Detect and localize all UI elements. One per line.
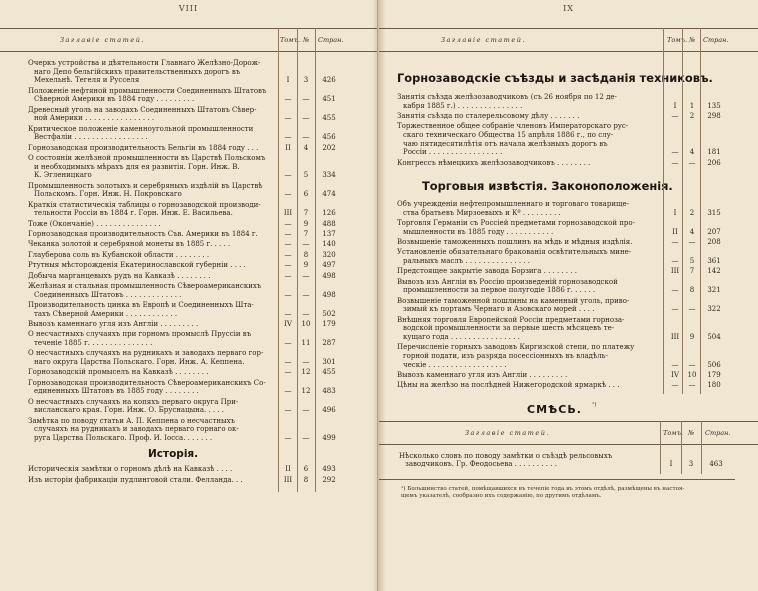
entry-line: ральныхъ маслъ . . . . . . . . . . . . . . . — [403, 257, 530, 265]
entry-line: случаяхъ на рудникахъ и заводахъ перваго горнаго ок- — [34, 425, 239, 434]
entry-number: 12 — [301, 387, 311, 396]
entry-line: Торжественное общее собраніе членовъ Императорскаго рус- — [397, 122, 629, 131]
entry-number: 4 — [689, 227, 695, 236]
entry-number: 3 — [303, 76, 309, 85]
entry-page: 301 — [322, 358, 336, 366]
entry-number: — — [302, 290, 310, 299]
entry-volume: I — [673, 101, 677, 110]
section-title-congresses: Горнозаводскіе съѣзды и засѣданія техниковъ. — [397, 71, 713, 85]
entry-line: Объ учрежденіи нефтепромышленнаго и торговаго товарище- — [397, 200, 630, 208]
entry-volume: — — [284, 261, 292, 270]
entry-line: зимый къ портамъ Чернаго и Азовскаго морей . . . . — [403, 305, 595, 314]
entry-line: Сѣверной Америки въ 1884 году . . . . . . . . . — [34, 95, 195, 104]
entry-volume: — — [671, 257, 679, 265]
entry-page: 488 — [322, 219, 336, 228]
footnote-line: ¹) Большинство статей, помѣщавшихся въ течепіе года въ этомъ отдѣлѣ, размѣщены въ настоя- — [401, 485, 685, 492]
entry-number: 11 — [301, 339, 311, 347]
entry-line: руга Царства Польскаго. Проф. И. Іосса. . . . . . . — [34, 434, 213, 442]
entry-line: Вывозъ изъ Англіи въ Россію произведеній горнозаводской — [397, 277, 618, 286]
entry-line: Цѣны на желѣзо на послѣдней Нижегородской ярмаркѣ . . . — [397, 381, 620, 390]
header-title: Заглавіе статей. — [441, 36, 526, 44]
entry-number: 3 — [688, 460, 694, 469]
entry-page: 298 — [707, 112, 721, 120]
entry-page: 497 — [322, 261, 336, 270]
entry-line: Польскомъ. Горн. Инж. Н. Покровскаго — [34, 190, 182, 199]
entry-line: единенныхъ Штатовъ въ 1885 году . . . . . . . . — [34, 387, 199, 396]
section-note-mark: ¹) — [592, 401, 597, 408]
entry-line: Глауберова соль въ Кубанской области . . . . . . . . — [28, 250, 210, 259]
entry-volume: — — [284, 434, 292, 442]
entry-page: 506 — [707, 360, 721, 369]
entry-page: 455 — [322, 114, 336, 123]
entry-number: 4 — [689, 148, 695, 157]
entry-page: 206 — [707, 158, 721, 167]
entry-line: Конгрессъ нѣмецкихъ желѣзозаводчиковъ . . . . . . . . — [397, 158, 591, 167]
entry-volume: — — [284, 95, 292, 104]
entry-line: ной Америки . . . . . . . . . . . . . . . . — [34, 114, 155, 123]
left-page — [0, 0, 378, 591]
entry-number: — — [302, 358, 310, 366]
entry-page: 315 — [707, 208, 721, 217]
entry-number: 9 — [689, 333, 695, 341]
entry-volume: III — [670, 267, 680, 276]
entry-line: Ртутныя мѣсторожденія Екатеринославской губерніи . . . . — [28, 261, 246, 270]
entry-line: кабря 1885 г.) . . . . . . . . . . . . . . . — [403, 101, 523, 110]
entry-volume: — — [671, 238, 679, 246]
entry-page: 474 — [322, 190, 336, 199]
entry-line: Перечисленіе горныхъ заводовъ Киргизской степи, по платежу — [397, 343, 635, 352]
entry-page: 361 — [707, 257, 721, 265]
column-divider — [681, 421, 682, 474]
entry-page: 179 — [322, 320, 336, 328]
footnote-line: щемъ указателѣ, сообразно ихъ содержанію, по другимъ отдѣламъ. — [401, 493, 602, 500]
entry-line: кущаго года . . . . . . . . . . . . . . . . — [403, 333, 520, 341]
entry-line: Торговля Германіи съ Россіей предметами горнозаводской про- — [397, 219, 635, 227]
column-divider — [682, 28, 683, 394]
entry-number: — — [688, 360, 696, 369]
entry-line: Горнозаводская производительность Бельгіи въ 1884 году . . . — [28, 143, 259, 152]
header-volume: Томъ. — [280, 36, 301, 44]
section-title-history: Исторія. — [148, 448, 199, 461]
entry-line: Вестфаліи . . . . . . . . . . . . . . . . . — [34, 133, 148, 142]
entry-volume: — — [284, 339, 292, 347]
entry-volume: — — [284, 230, 292, 238]
entry-volume: — — [671, 112, 679, 120]
entry-volume: — — [284, 309, 292, 318]
entry-line: наго Депо бельгійскихъ правительственныхъ дорогъ въ — [34, 67, 241, 76]
entry-page: 334 — [322, 171, 336, 180]
entry-line: О несчастныхъ случаяхъ при горномъ промыслѣ Пруссіи въ — [28, 330, 252, 339]
entry-number: 9 — [303, 219, 309, 228]
header-page: Стран. — [318, 36, 344, 44]
entry-line: Вывозъ каменнаго угля изъ Англіи . . . . . . . . . — [397, 371, 568, 379]
column-header — [0, 28, 377, 52]
entry-volume: — — [284, 368, 292, 377]
entry-line: тельности Россіи въ 1884 г. Горн. Инж. Е. Васильева. — [34, 209, 233, 218]
entry-page: 321 — [707, 286, 721, 295]
header-volume: Томъ. — [663, 428, 684, 437]
entry-page: 498 — [322, 290, 336, 299]
entry-number: 7 — [689, 267, 695, 276]
entry-line: Производительность цинка въ Европѣ и Соединенныхъ Шта- — [28, 301, 254, 309]
entry-volume: II — [285, 143, 291, 152]
entry-volume: — — [284, 114, 292, 123]
entry-number: 2 — [689, 208, 695, 217]
entry-page: 451 — [322, 95, 336, 104]
column-divider — [278, 28, 279, 492]
entry-line: наго округа Царства Польскаго. Горн. Инж. А. Кеппена. — [34, 358, 245, 366]
entry-volume: — — [671, 158, 679, 167]
entry-page: 126 — [322, 209, 336, 218]
column-divider — [663, 28, 664, 394]
entry-line: Россіи . . . . . . . . . . . . . . . . . — [403, 148, 503, 157]
column-divider — [660, 421, 661, 474]
entry-number: — — [688, 238, 696, 246]
entry-page: 292 — [322, 475, 336, 484]
entry-volume: II — [672, 227, 678, 236]
entry-volume: III — [283, 209, 293, 218]
entry-number: — — [302, 133, 310, 142]
entry-line: Горнозаводская производительность Сѣвероамериканскихъ Со- — [28, 378, 266, 387]
entry-volume: — — [284, 290, 292, 299]
entry-line: водской промышленности за первые шесть мѣсяцевъ те- — [403, 324, 615, 333]
entry-number: — — [302, 114, 310, 123]
entry-volume: — — [284, 219, 292, 228]
entry-number: — — [688, 305, 696, 314]
entry-volume: — — [671, 305, 679, 314]
column-header — [379, 28, 758, 52]
entry-page: 142 — [707, 267, 721, 276]
column-divider — [700, 28, 701, 394]
section-title-trade: Торговыя извѣстія. Законоположенія. — [422, 179, 673, 193]
entry-line: Тоже (Окончаніе) . . . . . . . . . . . . . . . — [28, 219, 161, 228]
entry-page: 496 — [322, 406, 336, 415]
entry-line: Чеканка золотой и серебряной монеты въ 1885 г. . . . . — [28, 240, 231, 249]
entry-page: 504 — [707, 333, 721, 341]
entry-number: 5 — [689, 257, 695, 265]
entry-line: Нѣсколько словъ по поводу замѣтки о съѣздѣ рельсовыхъ — [399, 451, 613, 460]
entry-volume: — — [284, 240, 292, 249]
entry-volume: — — [671, 360, 679, 369]
entry-page: 455 — [322, 368, 336, 377]
header-title: Заглавіе статей. — [60, 36, 145, 44]
entry-volume: II — [285, 465, 291, 474]
entry-number: — — [302, 309, 310, 318]
entry-number: 10 — [301, 320, 311, 328]
entry-line: Вывозъ каменнаго угля изъ Англіи . . . . . . . . . — [28, 320, 199, 328]
entry-line: О состояніи желѣзной промышленности въ Царствѣ Польскомъ — [28, 154, 266, 162]
entry-number: 12 — [301, 368, 311, 377]
header-title: Заглавіе статей. — [465, 428, 550, 437]
table-bottom-rule — [379, 479, 735, 480]
entry-number: 6 — [303, 190, 309, 199]
entry-number: 8 — [303, 475, 309, 484]
entry-number: 6 — [303, 465, 309, 474]
header-number: № — [303, 36, 310, 44]
entry-number: 10 — [687, 371, 697, 379]
entry-line: ческіе . . . . . . . . . . . . . . . . . . — [403, 360, 507, 369]
entry-number: — — [688, 381, 696, 390]
entry-line: Установленіе обязательнаго бракованія освѣтительныхъ мине- — [397, 248, 632, 257]
entry-number: — — [302, 240, 310, 249]
section-title-misc: СМѢСЬ. — [527, 402, 582, 416]
entry-line: Промышленность золотыхъ и серебряныхъ издѣлій въ Царствѣ — [28, 181, 263, 190]
entry-number: 7 — [303, 230, 309, 238]
entry-number: 2 — [689, 112, 695, 120]
entry-volume: III — [283, 475, 293, 484]
entry-page: 322 — [707, 305, 721, 314]
entry-line: Древесный уголь на заводахъ Соединенныхъ Штатовъ Сѣвер- — [28, 105, 257, 114]
entry-line: ства братьевъ Мирзоевыхъ и Кº . . . . . . . . . — [403, 208, 561, 217]
page-number: VIII — [178, 4, 199, 13]
entry-number: 9 — [303, 261, 309, 270]
entry-page: 208 — [707, 238, 721, 246]
entry-volume: I — [669, 460, 673, 469]
entry-line: Горнозаводскій промыселъ на Кавказѣ . . . . . . . . — [28, 368, 209, 377]
entry-line: О несчастныхъ случаяхъ на рудникахъ и заводахъ перваго гор- — [28, 349, 264, 358]
page-number: IX — [563, 4, 574, 13]
column-divider — [297, 28, 298, 492]
entry-line: Критическое положеніе каменноугольной промышленности — [28, 124, 254, 133]
entry-volume: — — [284, 406, 292, 415]
entry-line: чаю пятидесятилѣтія отъ начала желѣзныхъ дорогъ въ — [403, 139, 608, 148]
entry-volume: — — [284, 387, 292, 396]
entry-line: Возвышеніе таможенныхъ пошлинъ на мѣдь и мѣдныя издѣлія. — [397, 238, 633, 246]
entry-line: мышленности въ 1885 году . . . . . . . . . . . — [403, 227, 554, 236]
entry-page: 498 — [322, 271, 336, 280]
entry-page: 181 — [707, 148, 721, 157]
entry-page: 137 — [322, 230, 336, 238]
header-number: № — [688, 428, 695, 437]
entry-number: — — [302, 406, 310, 415]
entry-line: Положеніе нефтяной промышленности Соединенныхъ Штатовъ — [28, 86, 267, 95]
entry-page: 426 — [322, 76, 336, 85]
entry-volume: — — [284, 133, 292, 142]
right-page — [379, 0, 758, 591]
entry-volume: — — [284, 171, 292, 180]
entry-line: Внѣшняя торговля Европейской Россіи предметами горноза- — [397, 315, 625, 324]
entry-volume: I — [286, 76, 290, 85]
entry-volume: IV — [284, 320, 292, 328]
entry-line: и необходимыхъ мѣрахъ для ея развитія. Горн. Инж. В. — [34, 162, 240, 171]
entry-line: Краткія статистическія таблицы о горнозаводской производи- — [28, 200, 261, 209]
entry-number: 5 — [303, 171, 309, 180]
entry-page: 502 — [322, 309, 336, 318]
entry-page: 320 — [322, 250, 336, 259]
entry-volume: — — [284, 190, 292, 199]
entry-page: 140 — [322, 240, 336, 249]
entry-line: промышленности за первое полугодіе 1886 г. . . . . . — [403, 286, 596, 295]
entry-page: 493 — [322, 465, 336, 474]
entry-volume: I — [673, 208, 677, 217]
entry-volume: III — [670, 333, 680, 341]
entry-volume: IV — [671, 371, 679, 379]
entry-line: Соединенныхъ Штатовъ . . . . . . . . . . . . . — [34, 290, 182, 299]
entry-line: Возвышеніе таможенной пошлины на каменный уголь, приво- — [397, 296, 630, 305]
entry-number: 4 — [303, 143, 309, 152]
column-divider — [701, 421, 702, 474]
entry-line: Замѣтка по поводу статьи А. П. Кеппена о несчастныхъ — [28, 416, 235, 425]
entry-line: Мехельнѣ. Тегеля и Русселя — [34, 76, 140, 85]
entry-page: 456 — [322, 133, 336, 142]
entry-line: теченіе 1885 г. . . . . . . . . . . . . . . — [34, 339, 153, 347]
entry-volume: — — [671, 148, 679, 157]
entry-page: 287 — [322, 339, 336, 347]
entry-number: 8 — [303, 250, 309, 259]
entry-line: Горнозаводская производительность Съв. Америки въ 1884 г. — [28, 230, 258, 238]
header-volume: Томъ. — [667, 36, 688, 44]
entry-line: О несчастныхъ случаяхъ на копяхъ перваго округа При- — [28, 397, 239, 406]
entry-volume: — — [671, 381, 679, 390]
header-page: Стран. — [703, 36, 729, 44]
entry-number: 8 — [689, 286, 695, 295]
entry-line: Предстоящее закрытіе завода Борзига . . . . . . . . — [397, 267, 577, 276]
entry-page: 179 — [707, 371, 721, 379]
entry-line: Занятія съѣзда желѣзозаводчиковъ (съ 26 ноября по 12 де- — [397, 93, 617, 101]
entry-volume: — — [284, 271, 292, 280]
entry-line: Очеркъ устройства и дѣятельности Главнаго Желѣзно-Дорож- — [28, 59, 261, 67]
entry-page: 180 — [707, 381, 721, 390]
entry-volume: — — [284, 250, 292, 259]
column-divider — [315, 28, 316, 492]
entry-page: 207 — [707, 227, 721, 236]
entry-line: Добыча марганцевыхъ рудъ на Кавказѣ . . . . . . . . — [28, 271, 211, 280]
book-gutter — [372, 0, 386, 591]
entry-page: 463 — [709, 460, 723, 469]
entry-page: 499 — [322, 434, 336, 442]
entry-number: — — [302, 434, 310, 442]
entry-line: К. Эгленицкаго — [34, 171, 92, 180]
entry-line: горной подати, изъ разряда посессіонныхъ въ владѣль- — [403, 352, 608, 360]
header-page: Стран. — [705, 428, 731, 437]
entry-number: — — [302, 95, 310, 104]
entry-number: — — [688, 158, 696, 167]
entry-number: 7 — [303, 209, 309, 218]
entry-page: 483 — [322, 387, 336, 396]
entry-line: Желѣзная и стальная промышленность Сѣвероамериканскихъ — [28, 282, 262, 290]
header-number: № — [689, 36, 696, 44]
entry-line: скаго техническаго Общества 15 апрѣля 1886 г., по слу- — [403, 131, 614, 139]
entry-line: Занятія съѣзда по сталерельсовому дѣлу . . . . . . . — [397, 112, 580, 120]
entry-volume: — — [671, 286, 679, 295]
entry-page: 202 — [322, 143, 336, 152]
entry-number: — — [302, 271, 310, 280]
entry-number: 1 — [689, 101, 695, 110]
entry-page: 135 — [707, 101, 721, 110]
entry-line: Изъ исторіи фабрикаціи пудлинговой стали. Фелланда. . . — [28, 475, 243, 484]
entry-volume: — — [284, 358, 292, 366]
entry-line: тахъ Сѣверной Америки . . . . . . . . . . . . — [34, 309, 178, 318]
entry-line: висланскаго края. Горн. Инж. О. Бруснацына. . . . . — [34, 406, 225, 415]
entry-line: заводчиковъ. Гр. Феодосьева . . . . . . . . . . — [405, 460, 557, 469]
entry-line: Историческія замѣтки о горномъ дѣлѣ на Кавказѣ . . . . — [28, 465, 233, 474]
